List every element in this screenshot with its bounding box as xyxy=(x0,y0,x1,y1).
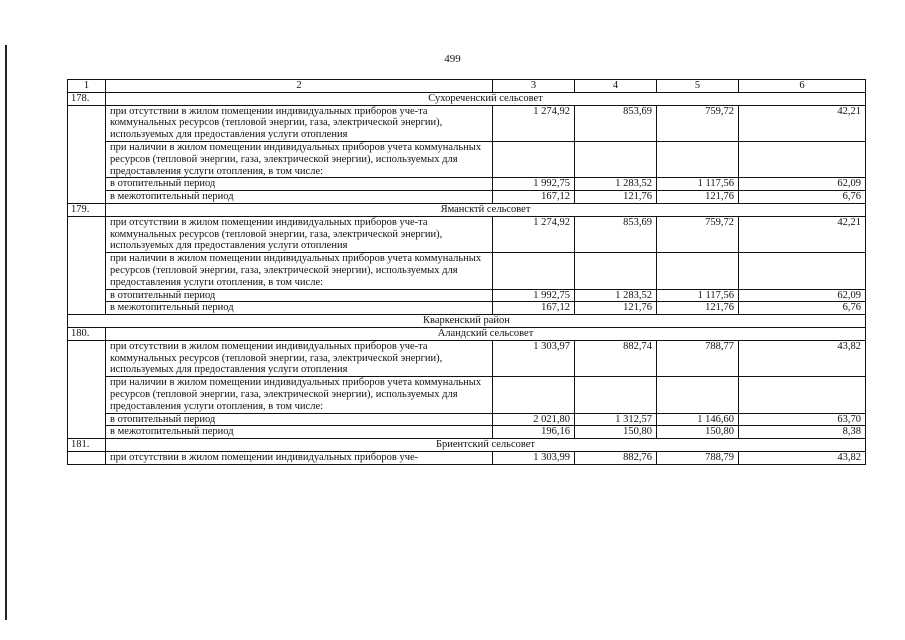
column-number: 4 xyxy=(575,80,657,93)
value-cell-c6: 42,21 xyxy=(739,216,866,252)
value-cell-c6: 42,21 xyxy=(739,105,866,141)
section-number: 178. xyxy=(68,92,106,105)
value-cell-c4: 1 283,52 xyxy=(575,289,657,302)
empty-number-cell xyxy=(68,451,106,464)
value-cell-c5: 759,72 xyxy=(657,216,739,252)
page-number: 499 xyxy=(444,53,461,65)
table-row xyxy=(68,141,866,177)
row-description: в межотопительный период xyxy=(106,191,493,204)
value-cell-c5: 1 117,56 xyxy=(657,289,739,302)
value-cell-c4: 121,76 xyxy=(575,302,657,315)
scan-edge-line xyxy=(5,45,7,620)
value-cell-c5 xyxy=(657,253,739,289)
value-cell-c3: 1 303,99 xyxy=(493,451,575,464)
value-cell-c6 xyxy=(739,253,866,289)
value-cell-c5: 1 117,56 xyxy=(657,178,739,191)
value-cell-c4: 1 283,52 xyxy=(575,178,657,191)
row-description: при отсутствии в жилом помещении индивидуальных приборов уче-та коммунальных ресурсов (тепловой энергии, газа, электрической энергии), используемых для предоставления услуги отопления xyxy=(106,216,493,252)
value-cell-c5: 121,76 xyxy=(657,191,739,204)
value-cell-c3: 2 021,80 xyxy=(493,413,575,426)
value-cell-c3: 167,12 xyxy=(493,191,575,204)
section-number: 180. xyxy=(68,327,106,340)
section-title: Ямансктй сельсовет xyxy=(106,203,866,216)
value-cell-c4 xyxy=(575,141,657,177)
value-cell-c4: 150,80 xyxy=(575,426,657,439)
table-row xyxy=(68,216,866,252)
section-row xyxy=(68,439,866,452)
tariff-table xyxy=(67,79,866,465)
row-description: при отсутствии в жилом помещении индивидуальных приборов уче- xyxy=(106,451,493,464)
value-cell-c6 xyxy=(739,377,866,413)
value-cell-c4: 882,76 xyxy=(575,451,657,464)
value-cell-c3: 1 274,92 xyxy=(493,216,575,252)
value-cell-c3 xyxy=(493,253,575,289)
value-cell-c4: 1 312,57 xyxy=(575,413,657,426)
value-cell-c4 xyxy=(575,253,657,289)
row-description: в отопительный период xyxy=(106,413,493,426)
section-number: 179. xyxy=(68,203,106,216)
section-row xyxy=(68,92,866,105)
table-row xyxy=(68,302,866,315)
table-row xyxy=(68,426,866,439)
value-cell-c3 xyxy=(493,377,575,413)
value-cell-c6: 62,09 xyxy=(739,178,866,191)
value-cell-c3: 1 992,75 xyxy=(493,289,575,302)
value-cell-c4: 853,69 xyxy=(575,216,657,252)
column-number: 1 xyxy=(68,80,106,93)
table-row xyxy=(68,451,866,464)
value-cell-c3: 1 992,75 xyxy=(493,178,575,191)
table-row xyxy=(68,340,866,376)
value-cell-c5 xyxy=(657,141,739,177)
value-cell-c5: 1 146,60 xyxy=(657,413,739,426)
value-cell-c4: 882,74 xyxy=(575,340,657,376)
table-row xyxy=(68,377,866,413)
value-cell-c6: 6,76 xyxy=(739,302,866,315)
value-cell-c4: 853,69 xyxy=(575,105,657,141)
section-title: Бриентский сельсовет xyxy=(106,439,866,452)
value-cell-c5: 788,77 xyxy=(657,340,739,376)
value-cell-c6: 43,82 xyxy=(739,340,866,376)
empty-number-cell xyxy=(68,105,106,203)
value-cell-c5: 150,80 xyxy=(657,426,739,439)
row-description: при наличии в жилом помещении индивидуальных приборов учета коммунальных ресурсов (тепловой энергии, газа, электрической энергии), используемых для предоставления услуги отопления, в том числе: xyxy=(106,253,493,289)
value-cell-c3: 1 274,92 xyxy=(493,105,575,141)
row-description: при отсутствии в жилом помещении индивидуальных приборов уче-та коммунальных ресурсов (тепловой энергии, газа, электрической энергии), используемых для предоставления услуги отопления xyxy=(106,340,493,376)
row-description: в межотопительный период xyxy=(106,426,493,439)
table-row xyxy=(68,105,866,141)
value-cell-c5: 759,72 xyxy=(657,105,739,141)
district-row xyxy=(68,315,866,328)
section-title: Сухореченский сельсовет xyxy=(106,92,866,105)
value-cell-c5: 121,76 xyxy=(657,302,739,315)
value-cell-c6: 8,38 xyxy=(739,426,866,439)
row-description: в отопительный период xyxy=(106,178,493,191)
table-row xyxy=(68,289,866,302)
value-cell-c6: 6,76 xyxy=(739,191,866,204)
value-cell-c4: 121,76 xyxy=(575,191,657,204)
column-number: 3 xyxy=(493,80,575,93)
empty-number-cell xyxy=(68,216,106,314)
column-number-row xyxy=(68,80,866,93)
empty-number-cell xyxy=(68,340,106,438)
value-cell-c6: 62,09 xyxy=(739,289,866,302)
value-cell-c4 xyxy=(575,377,657,413)
row-description: при наличии в жилом помещении индивидуальных приборов учета коммунальных ресурсов (тепловой энергии, газа, электрической энергии), используемых для предоставления услуги отопления, в том числе: xyxy=(106,141,493,177)
section-number: 181. xyxy=(68,439,106,452)
value-cell-c3: 196,16 xyxy=(493,426,575,439)
section-title: Аландский сельсовет xyxy=(106,327,866,340)
value-cell-c3: 1 303,97 xyxy=(493,340,575,376)
table-row xyxy=(68,178,866,191)
column-number: 5 xyxy=(657,80,739,93)
row-description: в отопительный период xyxy=(106,289,493,302)
table-row xyxy=(68,191,866,204)
district-title: Кваркенский район xyxy=(68,315,866,328)
row-description: при наличии в жилом помещении индивидуальных приборов учета коммунальных ресурсов (тепловой энергии, газа, электрической энергии), используемых для предоставления услуги отопления, в том числе: xyxy=(106,377,493,413)
value-cell-c5: 788,79 xyxy=(657,451,739,464)
row-description: в межотопительный период xyxy=(106,302,493,315)
column-number: 2 xyxy=(106,80,493,93)
section-row xyxy=(68,327,866,340)
table-row xyxy=(68,413,866,426)
value-cell-c6 xyxy=(739,141,866,177)
row-description: при отсутствии в жилом помещении индивидуальных приборов уче-та коммунальных ресурсов (тепловой энергии, газа, электрической энергии), используемых для предоставления услуги отопления xyxy=(106,105,493,141)
value-cell-c6: 63,70 xyxy=(739,413,866,426)
value-cell-c3 xyxy=(493,141,575,177)
value-cell-c6: 43,82 xyxy=(739,451,866,464)
table-row xyxy=(68,253,866,289)
value-cell-c3: 167,12 xyxy=(493,302,575,315)
section-row xyxy=(68,203,866,216)
column-number: 6 xyxy=(739,80,866,93)
value-cell-c5 xyxy=(657,377,739,413)
